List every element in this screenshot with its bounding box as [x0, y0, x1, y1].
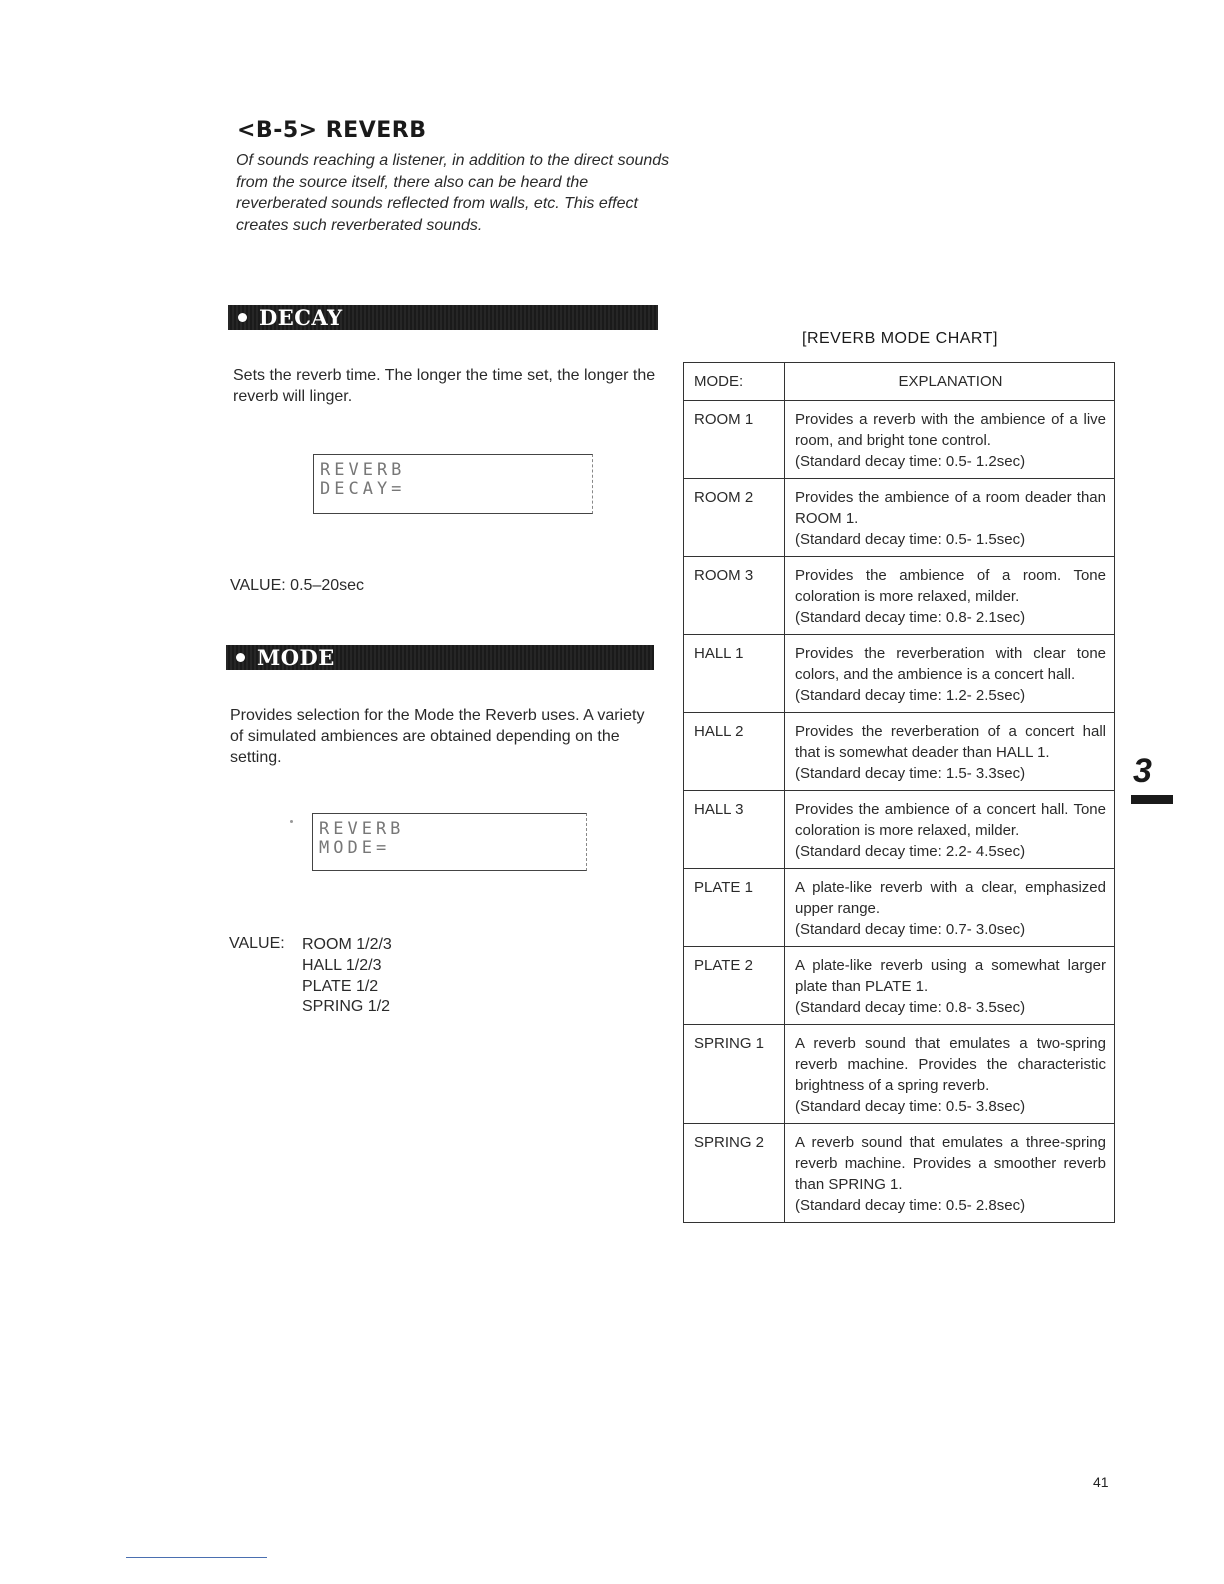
decay-time-text: (Standard decay time: 0.8- 2.1sec) [795, 609, 1026, 626]
table-row [684, 869, 1115, 947]
decay-description: Sets the reverb time. The longer the time set, the longer the reverb will linger. [233, 367, 656, 405]
chart-body [684, 401, 1115, 1223]
explanation-cell [785, 635, 1115, 713]
mode-description: Provides selection for the Mode the Reverb uses. A variety of simulated ambiences are obtained depending on the setting. [230, 707, 645, 766]
mode-cell: HALL 2 [684, 713, 785, 791]
decay-value: VALUE: 0.5–20sec [230, 577, 365, 594]
explanation-cell [785, 479, 1115, 557]
mode-value-item: HALL 1/2/3 [302, 956, 382, 974]
decay-header-bar [228, 305, 658, 330]
explanation-text: Provides a reverb with the ambience of a live room, and bright tone control. [795, 411, 1106, 449]
mode-cell: HALL 1 [684, 635, 785, 713]
explanation-cell [785, 1124, 1115, 1223]
mode-cell: ROOM 2 [684, 479, 785, 557]
decay-time-text: (Standard decay time: 0.8- 3.5sec) [795, 999, 1026, 1016]
explanation-cell [785, 791, 1115, 869]
table-row [684, 557, 1115, 635]
decay-time-text: (Standard decay time: 1.5- 3.3sec) [795, 765, 1026, 782]
table-row [684, 1124, 1115, 1223]
explanation-cell [785, 557, 1115, 635]
chapter-tab-number: 3 [1133, 752, 1152, 790]
bullet-icon [238, 313, 247, 322]
decay-time-text: (Standard decay time: 0.7- 3.0sec) [795, 921, 1026, 938]
explanation-text: A plate-like reverb with a clear, emphasized upper range. [795, 879, 1106, 917]
explanation-cell [785, 947, 1115, 1025]
table-header-row [684, 363, 1115, 401]
bullet-icon [236, 653, 245, 662]
mode-value-item: ROOM 1/2/3 [302, 936, 392, 953]
reverb-mode-chart [683, 362, 1115, 1223]
mode-header-bar [226, 645, 654, 670]
header-explanation: EXPLANATION [785, 363, 1115, 401]
section-intro: Of sounds reaching a listener, in addition to the direct sounds from the source itself, there also can be heard the reverberated sounds reflected from walls, etc. This effect creates such reverberated sounds. [236, 152, 670, 234]
lcd-line-1: REVERB [319, 819, 405, 839]
table-row [684, 713, 1115, 791]
mode-heading: MODE [257, 645, 335, 670]
explanation-text: Provides the reverberation with clear tone colors, and the ambience is a concert hall. [795, 645, 1106, 683]
decay-time-text: (Standard decay time: 1.2- 2.5sec) [795, 687, 1026, 704]
table-row [684, 479, 1115, 557]
explanation-text: Provides the ambience of a concert hall. Tone coloration is more relaxed, milder. [795, 801, 1106, 839]
lcd-line-2: MODE= [319, 838, 391, 858]
mode-value-list [302, 935, 392, 1018]
explanation-cell [785, 401, 1115, 479]
chapter-tab-marker [1131, 795, 1173, 804]
decay-heading: DECAY [259, 305, 343, 330]
mode-cell: ROOM 3 [684, 557, 785, 635]
header-mode: MODE: [684, 363, 785, 401]
mode-value-label: VALUE: [229, 935, 285, 952]
decay-time-text: (Standard decay time: 2.2- 4.5sec) [795, 843, 1026, 860]
decay-time-text: (Standard decay time: 0.5- 3.8sec) [795, 1098, 1026, 1115]
chart-title: [REVERB MODE CHART] [802, 330, 998, 347]
lcd-line-2: DECAY= [320, 479, 406, 499]
decay-lcd-display [313, 454, 593, 514]
table-row [684, 401, 1115, 479]
mode-cell: ROOM 1 [684, 401, 785, 479]
section-title: <B-5> REVERB [237, 118, 427, 143]
explanation-text: A reverb sound that emulates a two-spring reverb machine. Provides the characteristic brightness of a spring reverb. [795, 1035, 1106, 1094]
table-row [684, 635, 1115, 713]
lcd-line-1: REVERB [320, 460, 406, 480]
mode-value-item: PLATE 1/2 [302, 977, 379, 995]
footer-rule [126, 1557, 267, 1558]
table-row [684, 947, 1115, 1025]
table-row [684, 791, 1115, 869]
mode-lcd-display [312, 813, 587, 871]
explanation-cell [785, 1025, 1115, 1124]
mode-cell: HALL 3 [684, 791, 785, 869]
mode-cell: PLATE 1 [684, 869, 785, 947]
mode-value-item: SPRING 1/2 [302, 998, 391, 1016]
page-number: 41 [1093, 1474, 1109, 1490]
decay-time-text: (Standard decay time: 0.5- 1.2sec) [795, 453, 1026, 470]
speck-mark [290, 820, 293, 823]
explanation-text: A reverb sound that emulates a three-spring reverb machine. Provides a smoother reverb than SPRING 1. [795, 1134, 1106, 1193]
mode-cell: SPRING 2 [684, 1124, 785, 1223]
explanation-cell [785, 713, 1115, 791]
explanation-cell [785, 869, 1115, 947]
table-row [684, 1025, 1115, 1124]
explanation-text: Provides the ambience of a room. Tone coloration is more relaxed, milder. [795, 567, 1106, 605]
explanation-text: Provides the reverberation of a concert hall that is somewhat deader than HALL 1. [795, 723, 1106, 761]
mode-cell: SPRING 1 [684, 1025, 785, 1124]
explanation-text: Provides the ambience of a room deader than ROOM 1. [795, 489, 1106, 527]
mode-cell: PLATE 2 [684, 947, 785, 1025]
decay-time-text: (Standard decay time: 0.5- 2.8sec) [795, 1197, 1026, 1214]
decay-time-text: (Standard decay time: 0.5- 1.5sec) [795, 531, 1026, 548]
explanation-text: A plate-like reverb using a somewhat larger plate than PLATE 1. [795, 957, 1106, 995]
